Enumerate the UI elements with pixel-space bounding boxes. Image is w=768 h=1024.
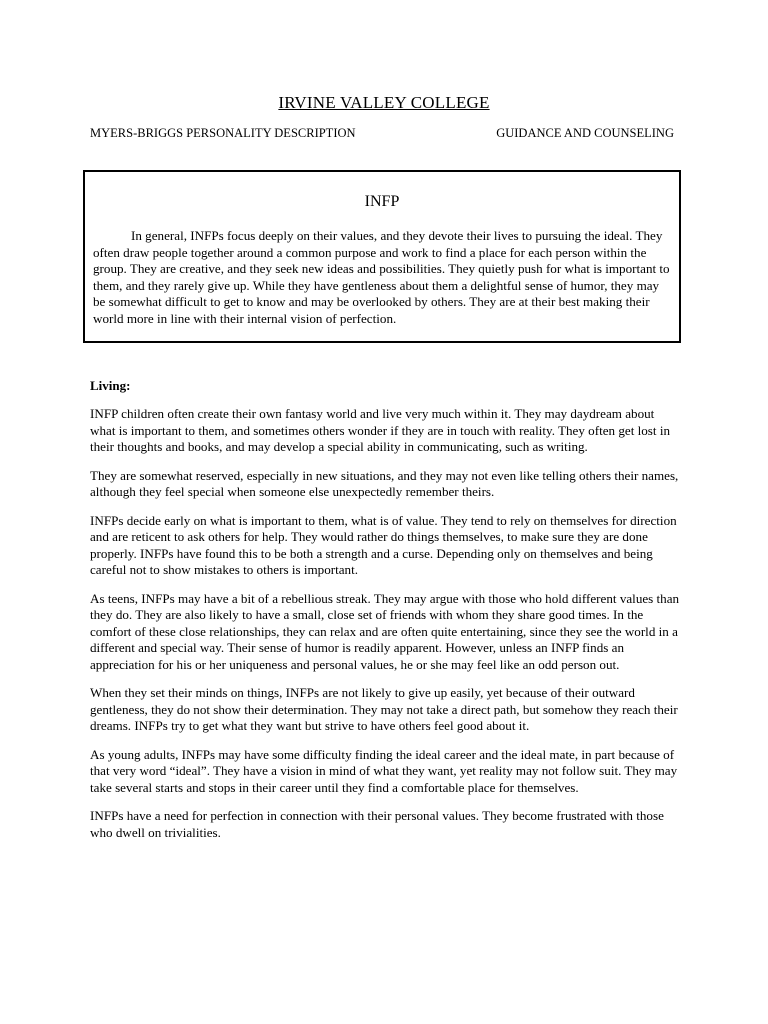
paragraph-childhood: INFP children often create their own fantasy world and live very much within it. They may daydream about what is important to them, and sometimes others wonder if they are in touch with reality. They often get lost in their thoughts and books, and may develop a special ability in communicating, such as writing. bbox=[90, 406, 670, 454]
personality-type-title: INFP bbox=[364, 193, 400, 210]
paragraph-teens: As teens, INFPs may have a bit of a rebellious streak. They may argue with those who hold different values than they do. They are also likely to have a small, close set of friends with whom they share good times. In the comfort of these close relationships, they can relax and are often quite entertaining, since they see the world in a different and special way. Their sense of humor is readily apparent. However, unless an INFP finds an appreciation for his or her uniqueness and personal values, he or she may feel like an odd person out. bbox=[90, 590, 680, 672]
paragraph-determination: When they set their minds on things, INFPs are not likely to give up easily, yet because of their outward gentleness, they do not show their determination. They may not take a direct path, but somehow they reach their dreams. INFPs try to get what they want but strive to have others feel good about it. bbox=[90, 685, 678, 733]
living-section bbox=[90, 378, 680, 853]
paragraph-perfection: INFPs have a need for perfection in connection with their personal values. They become frustrated with those who dwell on trivialities. bbox=[90, 808, 664, 840]
section-heading: Living: bbox=[90, 378, 131, 393]
paragraph-reserved: They are somewhat reserved, especially in new situations, and they may not even like telling others their names, although they feel special when someone else unexpectedly remember theirs. bbox=[90, 467, 679, 499]
paragraph-young-adults: As young adults, INFPs may have some difficulty finding the ideal career and the ideal mate, in part because of that very word “ideal”. They have a vision in mind of what they want, yet reality may not follow suit. They may take several starts and stops in their career until they find a comfortable place for themselves. bbox=[90, 746, 678, 795]
summary-box bbox=[83, 170, 681, 343]
college-title: IRVINE VALLEY COLLEGE bbox=[278, 93, 490, 112]
document-subtitle: MYERS-BRIGGS PERSONALITY DESCRIPTION bbox=[90, 126, 356, 140]
paragraph-values: INFPs decide early on what is important to them, what is of value. They tend to rely on themselves for direction and are reticent to ask others for help. They would rather do things themselves, to make sure they are done properly. INFPs have found this to be both a strength and a curse. Depending only on themselves and being careful not to show mistakes to others is important. bbox=[90, 512, 677, 577]
summary-paragraph: In general, INFPs focus deeply on their values, and they devote their lives to pursuing the ideal. They often draw people together around a common purpose and work to find a place for each person within the group. They are creative, and they seek new ideas and possibilities. They quietly push for what is important to them, and they rarely give up. While they have gentleness about them a delightful sense of humor, they may be somewhat difficult to get to know and may be overlooked by others. They are at their best making their world more in line with their internal vision of perfection. bbox=[93, 228, 670, 326]
department-name: GUIDANCE AND COUNSELING bbox=[496, 126, 674, 140]
